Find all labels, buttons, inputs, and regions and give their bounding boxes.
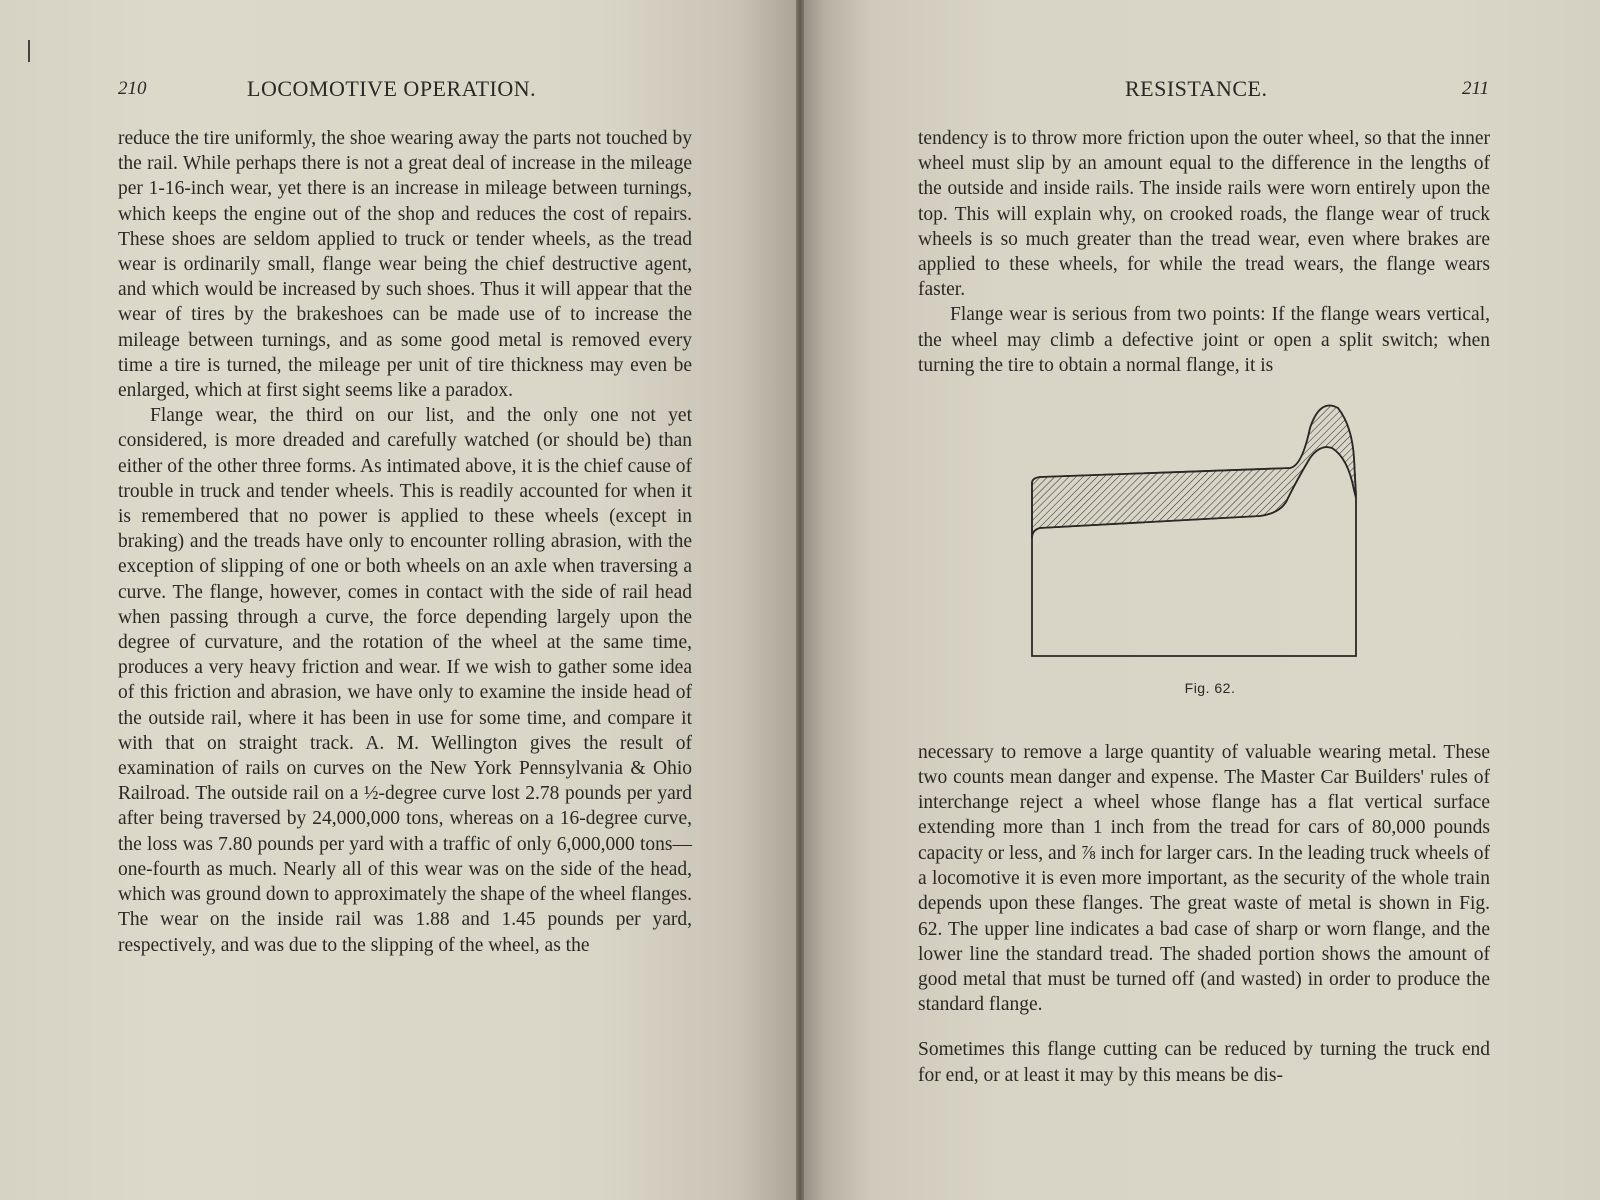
wheel-flange-figure — [1020, 398, 1382, 668]
book-gutter — [796, 0, 804, 1200]
right-paragraph-1: tendency is to throw more friction upon the outer wheel, so that the inner wheel must slip by an amount equal to the difference in the lengths of the outside and inside rails. The inside rails were worn entirely upon the top. This will explain why, on crooked roads, the flange wear of truck wheels is so much greater than the tread wear, even where brakes are applied to these wheels, for while the tread wears, the flange wears faster. — [918, 128, 1490, 301]
right-paragraph-3: necessary to remove a large quantity of valuable wearing metal. These two counts mean danger and expense. The Master Car Builders' rules of interchange reject a wheel whose flange has a flat vertical surface extending more than 1 inch from the tread for cars of 80,000 pounds capacity or less, and ⅞ inch for larger cars. In the leading truck wheels of a locomotive it is even more important, as the security of the whole train depends upon these flanges. The great waste of metal is shown in Fig. 62. The upper line indicates a bad case of sharp or worn flange, and the lower line the standard tread. The shaded portion shows the amount of good metal that must be turned off (and wasted) in order to produce the standard flange. — [918, 741, 1490, 1016]
left-paragraph-1: reduce the tire uniformly, the shoe wearing away the parts not touched by the rail. While perhaps there is not a great deal of increase in the mileage per 1-16-inch wear, yet there is an increase in mileage between turnings, which keeps the engine out of the shop and reduces the cost of repairs. These shoes are seldom applied to truck or tender wheels, as the tread wear is ordinarily small, flange wear being the chief destructive agent, and which would be increased by such shoes. Thus it will appear that the wear of tires by the brakeshoes can be made use of to increase the mileage between turnings, and as some good metal is removed every time a tire is turned, the mileage per unit of tire thickness may even be enlarged, which at first sight seems like a paradox. — [118, 128, 692, 402]
right-page-body-top — [918, 126, 1490, 378]
right-page-number: 211 — [1462, 78, 1490, 99]
left-paragraph-2: Flange wear, the third on our list, and the only one not yet considered, is more dreaded and carefully watched (or should be) than either of the other three forms. As intimated above, it is the chief cause of trouble in truck and tender wheels. This is readily accounted for when it is remembered that no power is applied to these wheels (except in braking) and the treads have only to encounter rolling abrasion, with the exception of slipping of one or both wheels on an axle when traversing a curve. The flange, however, comes in contact with the side of rail head when passing through a curve, the force depending largely upon the degree of curvature, and the rotation of the wheel at the same time, produces a very heavy friction and wear. If we wish to gather some idea of this friction and abrasion, we have only to examine the inside head of the outside rail, where it has been in use for some time, and compare it with that on straight track. A. M. Wellington gives the result of examination of rails on curves on the New York Pennsylvania & Ohio Railroad. The outside rail on a ½-degree curve lost 2.78 pounds per yard after being traversed by 24,000,000 tons, whereas on a 16-degree curve, the loss was 7.80 pounds per yard with a traffic of only 6,000,000 tons—one-fourth as much. Nearly all of this wear was on the side of the head, which was ground down to approximately the shape of the wheel flanges. The wear on the inside rail was 1.88 and 1.45 pounds per yard, respectively, and was due to the slipping of the wheel, as the — [118, 405, 693, 956]
page-speck — [28, 40, 30, 62]
right-paragraph-2: Flange wear is serious from two points: If the flange wears vertical, the wheel may climb a defective joint or open a split switch; when turning the tire to obtain a normal flange, it is — [918, 304, 1490, 376]
left-page-number: 210 — [118, 78, 147, 99]
left-page-body — [118, 126, 692, 958]
right-running-head: RESISTANCE. — [1125, 76, 1268, 101]
figure-caption: Fig. 62. — [1184, 680, 1236, 696]
right-paragraph-4: Sometimes this flange cutting can be reduced by turning the truck end for end, or at least it may by this means be dis- — [918, 1039, 1490, 1086]
right-page-body-bottom — [918, 720, 1490, 1107]
left-running-head: LOCOMOTIVE OPERATION. — [247, 76, 537, 101]
